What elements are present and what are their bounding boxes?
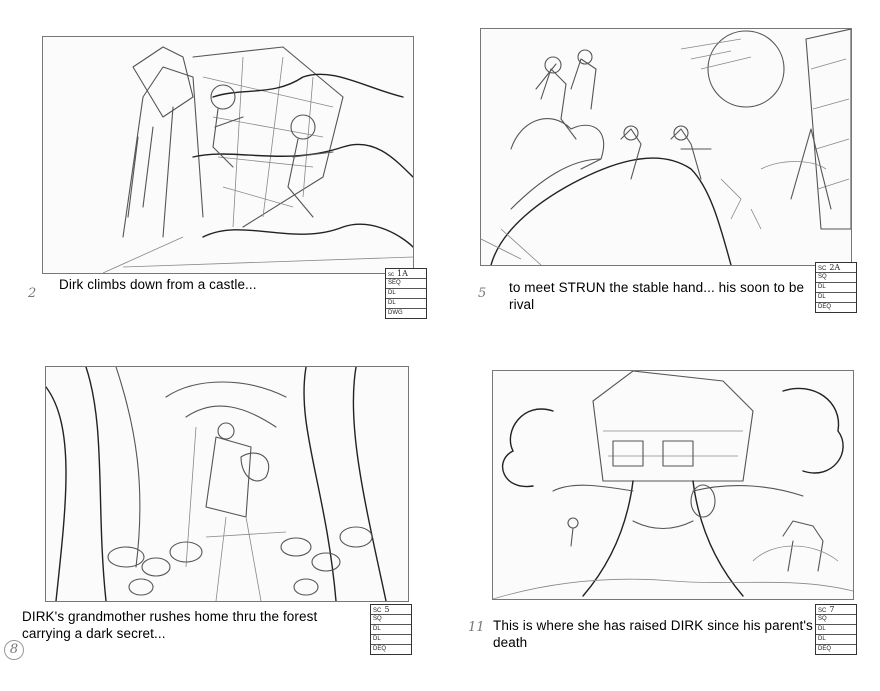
page-number: 8: [4, 640, 24, 660]
storyboard-panel-4: [492, 370, 854, 600]
page-number: 5: [478, 286, 487, 301]
treehouse-sketch-icon: [493, 371, 853, 599]
panel-caption: Dirk climbs down from a castle...: [59, 277, 257, 292]
horse-riders-sketch-icon: [481, 29, 851, 265]
scene-slate: SC 2A SQ DL DL DEQ: [815, 262, 857, 313]
panel-caption: to meet STRUN the stable hand... his soon to be rival: [509, 280, 805, 312]
page-number: 11: [468, 620, 485, 635]
panel-caption: This is where she has raised DIRK since his parent's death: [493, 618, 813, 650]
panel-caption: DIRK's grandmother rushes home thru the forest carrying a dark secret...: [22, 609, 318, 641]
storyboard-panel-1: [42, 36, 414, 274]
scene-slate: sc 1A SEQ DL DL DWG: [385, 268, 427, 319]
page-number: 2: [28, 286, 37, 301]
castle-sketch-icon: [43, 37, 413, 273]
storyboard-panel-2: [480, 28, 852, 266]
scene-slate: SC 5 SQ DL DL DEQ: [370, 604, 412, 655]
storyboard-panel-3: [45, 366, 409, 602]
forest-sketch-icon: [46, 367, 408, 601]
scene-slate: SC 7 SQ DL DL DEQ: [815, 604, 857, 655]
